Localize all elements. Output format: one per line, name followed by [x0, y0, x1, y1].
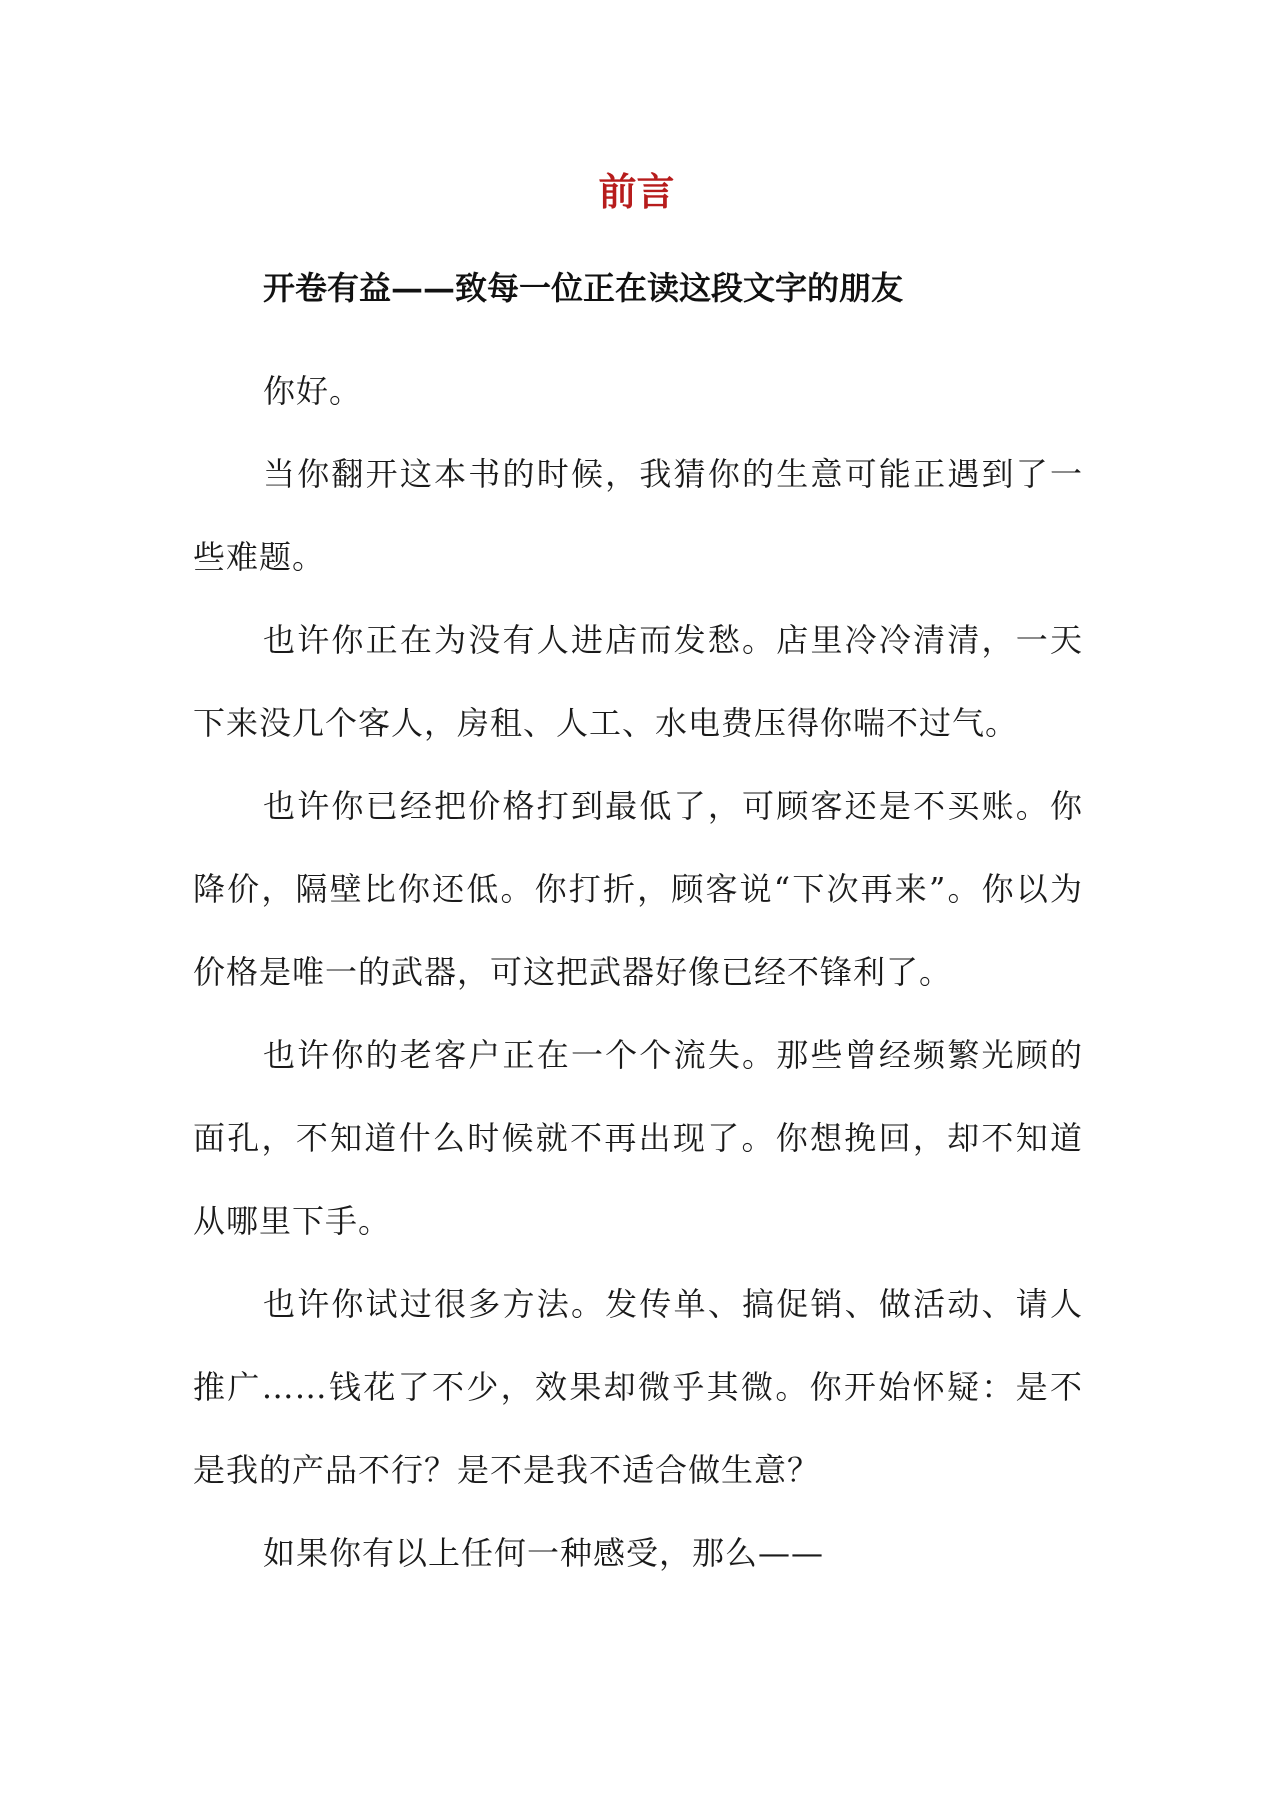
paragraph: 如果你有以上任何一种感受，那么——: [263, 1534, 825, 1572]
paragraph: 也许你试过很多方法。发传单、搞促销、做活动、请人推广……钱花了不少，效果却微乎其微。你开始怀疑：是不是我的产品不行？是不是我不适合做生意？: [193, 1285, 1083, 1489]
paragraph: 当你翻开这本书的时候，我猜你的生意可能正遇到了一些难题。: [193, 455, 1083, 576]
body-text: [193, 350, 1083, 1595]
paragraph: 也许你正在为没有人进店而发愁。店里冷冷清清，一天下来没几个客人，房租、人工、水电费压得你喘不过气。: [193, 621, 1083, 742]
paragraph: 你好。: [263, 372, 363, 410]
page-title: 前言: [598, 169, 675, 214]
section-subtitle: 开卷有益——致每一位正在读这段文字的朋友: [263, 269, 904, 307]
paragraph: 也许你已经把价格打到最低了，可顾客还是不买账。你降价，隔壁比你还低。你打折，顾客说“下次再来”。你以为价格是唯一的武器，可这把武器好像已经不锋利了。: [193, 787, 1083, 991]
paragraph: 也许你的老客户正在一个个流失。那些曾经频繁光顾的面孔，不知道什么时候就不再出现了。你想挽回，却不知道从哪里下手。: [193, 1036, 1083, 1240]
